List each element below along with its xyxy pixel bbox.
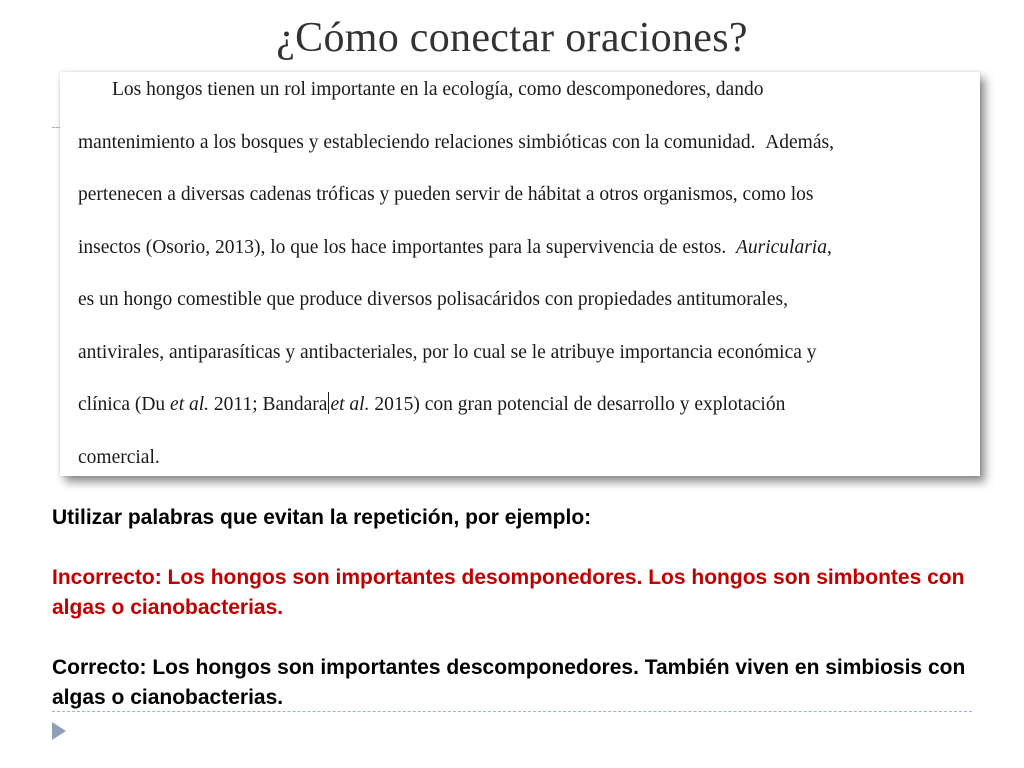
excerpt-line-1: Los hongos tienen un rol importante en la ecología, como descomponedores, dando	[112, 79, 764, 100]
intro-text: Utilizar palabras que evitan la repetición, por ejemplo:	[52, 506, 592, 529]
excerpt-et-al-2: et al.	[330, 394, 370, 415]
excerpt-genus-name: Auricularia	[735, 236, 827, 258]
document-excerpt	[60, 72, 980, 476]
excerpt-line-7-start: clínica (Du	[78, 394, 171, 415]
spacer	[52, 623, 982, 653]
excerpt-line-6: antivirales, antiparasíticas y antibacteriales, por lo cual se le atribuye importancia económica y	[78, 341, 817, 363]
slide-body	[52, 503, 982, 713]
excerpt-line-4-comma: ,	[826, 236, 832, 258]
excerpt-line-4-text: insectos (Osorio, 2013), lo que los hace importantes para la supervivencia de estos.	[78, 236, 736, 258]
excerpt-et-al-1: et al.	[170, 394, 210, 415]
excerpt-line-7-middle: 2011; Bandara	[209, 394, 328, 415]
excerpt-line-8: comercial.	[78, 446, 160, 468]
excerpt-line-3: pertenecen a diversas cadenas tróficas y pueden servir de hábitat a otros organismos, como los	[78, 184, 814, 205]
excerpt-line-5: es un hongo comestible que produce diversos polisacáridos con propiedades antitumorales,	[78, 289, 788, 310]
excerpt-line-7-end: 2015) con gran potencial de desarrollo y explotación	[369, 394, 786, 415]
correct-example: Correcto: Los hongos son importantes descomponedores. También viven en simbiosis con algas o cianobacterias.	[52, 656, 966, 709]
incorrect-example: Incorrecto: Los hongos son importantes desomponedores. Los hongos son simbontes con algas o cianobacterias.	[52, 566, 965, 619]
excerpt-line-7	[78, 389, 962, 442]
bottom-divider	[52, 711, 972, 712]
excerpt-line-2: mantenimiento a los bosques y estableciendo relaciones simbióticas con la comunidad. Además,	[78, 131, 834, 153]
slide-title: ¿Cómo conectar oraciones?	[276, 15, 748, 61]
spacer	[52, 533, 982, 563]
excerpt-line-4	[78, 232, 962, 285]
triangle-arrow-icon	[52, 722, 66, 740]
